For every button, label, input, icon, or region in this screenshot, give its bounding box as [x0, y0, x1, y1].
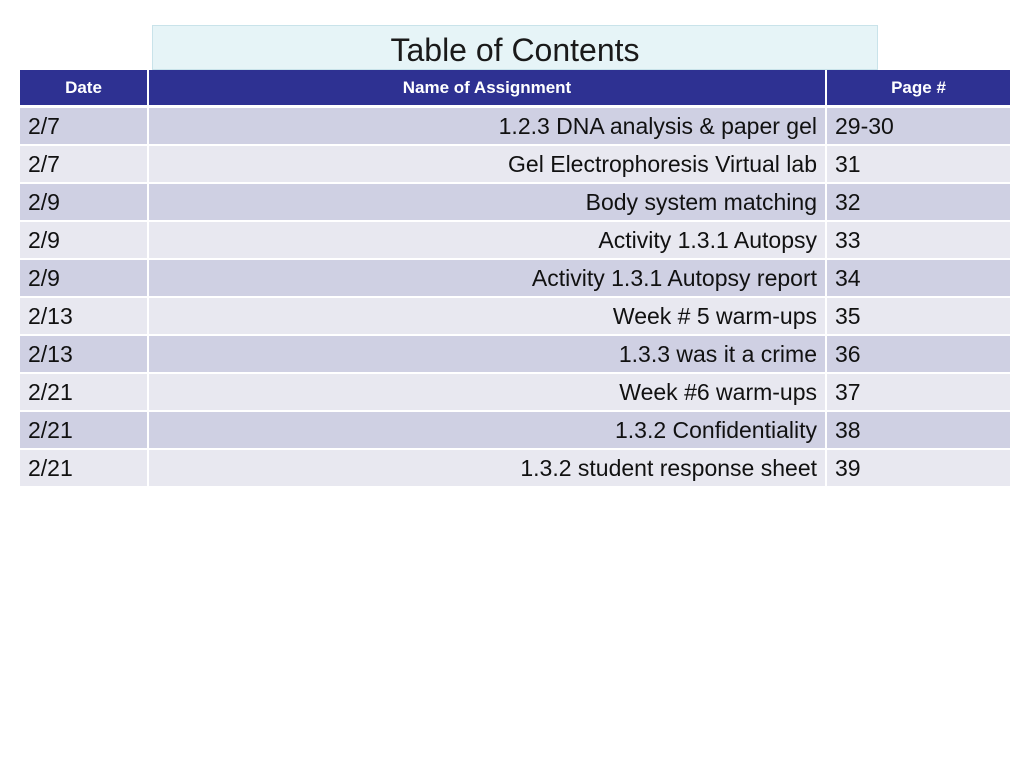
cell-assignment: Activity 1.3.1 Autopsy report	[148, 259, 826, 297]
column-header-page: Page #	[826, 70, 1010, 107]
cell-assignment: 1.3.3 was it a crime	[148, 335, 826, 373]
cell-date: 2/13	[20, 297, 148, 335]
cell-assignment: Week # 5 warm-ups	[148, 297, 826, 335]
cell-assignment: Week #6 warm-ups	[148, 373, 826, 411]
cell-date: 2/9	[20, 259, 148, 297]
cell-page: 33	[826, 221, 1010, 259]
cell-assignment: Activity 1.3.1 Autopsy	[148, 221, 826, 259]
table-row	[20, 145, 1010, 183]
cell-assignment: 1.2.3 DNA analysis & paper gel	[148, 107, 826, 146]
column-header-name: Name of Assignment	[148, 70, 826, 107]
cell-date: 2/9	[20, 221, 148, 259]
table-header	[20, 70, 1010, 107]
title-box	[152, 25, 878, 70]
table-row	[20, 107, 1010, 146]
cell-date: 2/21	[20, 411, 148, 449]
cell-assignment: Gel Electrophoresis Virtual lab	[148, 145, 826, 183]
table-row	[20, 449, 1010, 487]
table-row	[20, 335, 1010, 373]
cell-page: 31	[826, 145, 1010, 183]
cell-page: 35	[826, 297, 1010, 335]
cell-date: 2/9	[20, 183, 148, 221]
cell-page: 38	[826, 411, 1010, 449]
table-row	[20, 373, 1010, 411]
cell-page: 32	[826, 183, 1010, 221]
cell-page: 37	[826, 373, 1010, 411]
table-row	[20, 411, 1010, 449]
cell-page: 29-30	[826, 107, 1010, 146]
table-row	[20, 259, 1010, 297]
header-row	[20, 70, 1010, 107]
cell-page: 39	[826, 449, 1010, 487]
toc-table	[20, 70, 1010, 488]
page-title: Table of Contents	[390, 32, 640, 68]
table-row	[20, 221, 1010, 259]
column-header-date: Date	[20, 70, 148, 107]
cell-assignment: Body system matching	[148, 183, 826, 221]
cell-assignment: 1.3.2 student response sheet	[148, 449, 826, 487]
cell-page: 36	[826, 335, 1010, 373]
table-row	[20, 297, 1010, 335]
cell-date: 2/7	[20, 145, 148, 183]
cell-date: 2/21	[20, 373, 148, 411]
table-row	[20, 183, 1010, 221]
table-body	[20, 107, 1010, 488]
cell-assignment: 1.3.2 Confidentiality	[148, 411, 826, 449]
cell-date: 2/7	[20, 107, 148, 146]
cell-page: 34	[826, 259, 1010, 297]
cell-date: 2/21	[20, 449, 148, 487]
cell-date: 2/13	[20, 335, 148, 373]
